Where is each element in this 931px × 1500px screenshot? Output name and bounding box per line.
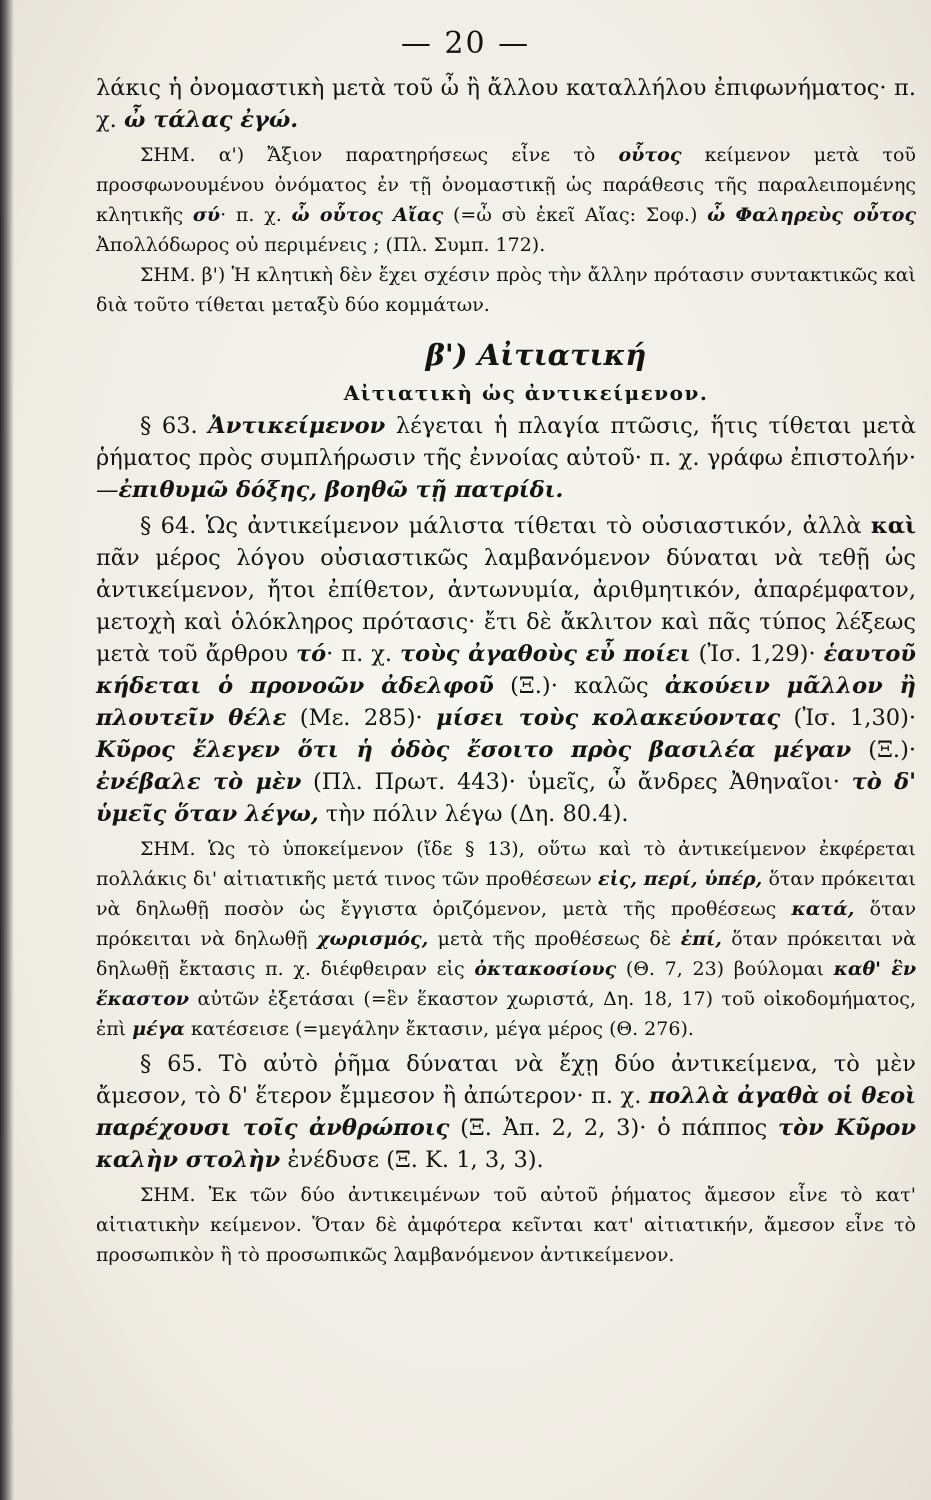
example-phrase: μίσει τοὺς κολακεύοντας [436,705,781,731]
subsection-heading: Αἰτιατικὴ ὡς ἀντικείμενον. [343,381,709,405]
text-span: (Ξ. Ἀπ. 2, 2, 3)· ὁ πάππος [449,1115,779,1141]
text-span: μετὰ τῆς προθέσεως δὲ [428,928,681,950]
text-span: · π. χ. [326,641,401,667]
example-phrase: ἐπί, [680,928,722,950]
example-phrase: κατά, [791,898,855,920]
text-span: · π. χ. [220,204,292,226]
example-phrase: Κῦρος ἔλεγεν ὅτι ἡ ὁδὸς ἔσοιτο πρὸς βασιλέα μέγαν [96,737,852,763]
note-label: ΣΗΜ. β') [140,264,226,286]
text-span: Ἡ κλητικὴ δὲν ἔχει σχέσιν πρὸς τὴν ἄλλην πρότασιν συντακτικῶς καὶ διὰ τοῦτο τίθεται μεταξὺ δύο κομμάτων. [96,264,916,316]
page-number: — 20 — [400,26,531,61]
text-span: ἐνέδυσε (Ξ. Κ. 1, 3, 3). [280,1147,544,1173]
section-heading: β') Αἰτιατική [425,338,647,372]
example-phrase: ἑαυτοῦ κήδεται ὁ προνοῶν ἀδελφοῦ [96,641,916,699]
example-phrase: τὸ δ' ὑμεῖς ὅταν λέγω, [96,769,916,827]
text-span: Ἄξιον παρατηρήσεως εἶνε τὸ [244,144,619,166]
page-content [96,72,916,1270]
example-phrase: ἐπιθυμῶ δόξης, βοηθῶ τῇ πατρίδι. [118,477,564,503]
example-phrase: χωρισμός, [317,928,429,950]
example-phrase: οὗτος [618,144,682,166]
example-phrase: ὦ οὗτος Αἴας [291,204,444,226]
text-span: (Ἰσ. 1,30)· [780,705,916,731]
example-phrase: ἀκούειν μᾶλλον ἢ πλουτεῖν θέλε [96,673,916,731]
text-span: ΣΗΜ. Ὡς τὸ ὑποκείμενον (ἴδε § 13), οὕτω καὶ τὸ ἀντικείμενον ἐκφέρεται πολλάκις δι' αἰτιατικῆς μετά τινος τῶν προθέσεων [96,838,916,890]
text-span: § 64. Ὡς ἀντικείμενον μάλιστα τίθεται τὸ οὐσιαστικόν, ἀλλὰ [140,513,871,539]
example-phrase: εἰς, περί, ὑπέρ, [598,868,763,890]
example-phrase: σύ [192,204,221,226]
note-double-object [96,1180,916,1270]
text-span: τὴν πόλιν λέγω (Δη. 80.4). [318,801,629,827]
example-phrase: τοὺς ἀγαθοὺς εὖ ποίει [400,641,691,667]
text-span: § 65. Τὸ αὐτὸ ῥῆμα δύναται νὰ ἔχῃ δύο ἀντικείμενα, τὸ μὲν ἄμεσον, τὸ δ' ἕτερον ἔμμεσον ἢ ἀπώτερον· π. χ. [96,1051,916,1109]
page-shadow-edge [0,0,14,1500]
text-span: πᾶν μέρος λόγου οὐσιαστικῶς λαμβανόμενον δύναται νὰ τεθῇ ὡς ἀντικείμενον, ἤτοι ἐπίθετον, ἀντωνυμία, ἀριθμητικόν, ἀπαρέμφατον, μετοχὴ καὶ ὁλόκληρος πρότασις· ἔτι δὲ ἄκλιτον καὶ πᾶς τύπος λέξεως μετὰ τοῦ ἄρθρου [96,545,916,667]
example-phrase: πολλὰ ἀγαθὰ οἱ θεοὶ παρέχουσι τοῖς ἀνθρώποις [96,1083,917,1141]
paragraph-63 [96,410,916,506]
example-phrase: τὸν Κῦρον καλὴν στολὴν [96,1115,917,1173]
text-span: ὅταν πρόκειται νὰ δηλωθῇ [96,898,916,950]
text-span: Ἀπολλόδωρος οὐ περιμένεις ; (Πλ. Συμπ. 172). [96,234,546,256]
text-span: (Ἰσ. 1,29)· [690,641,824,667]
text-span: (Ξ.)· [851,737,916,763]
example-phrase: ὦ Φαληρεὺς οὗτος [707,204,917,226]
note-a [96,140,916,260]
note-prepositions [96,834,916,1044]
note-label: ΣΗΜ. α') [140,144,245,166]
section-number: § 63. [140,413,209,439]
example-phrase: ὦ τάλας ἐγώ. [123,107,299,133]
text-span: αὐτῶν ἐξετάσαι (=ἓν ἕκαστον χωριστά, Δη. 18, 17) τοῦ οἰκοδομήματος, ἐπὶ [96,988,916,1040]
example-phrase: ἐνέβαλε τὸ μὲν [96,769,302,795]
note-b [96,260,916,320]
example-phrase: μέγα [132,1018,185,1040]
text-span: λάκις ἡ ὀνομαστικὴ μετὰ τοῦ ὦ ἢ ἄλλου καταλλήλου ἐπιφωνήματος· π. χ. [96,75,916,133]
text-span: λέγεται ἡ πλαγία πτῶσις, ἥτις τίθεται μετὰ ῥήματος πρὸς συμπλήρωσιν τῆς ἐννοίας αὐτοῦ· π. χ. γράφω ἐπιστολήν·— [96,413,916,503]
example-phrase: ὀκτακοσίους [474,958,617,980]
text-bold: καὶ [870,513,916,539]
text-span: (=ὦ σὺ ἐκεῖ Αἴας: Σοφ.) [443,204,708,226]
text-span: κείμενον μετὰ τοῦ προσφωνουμένου ὀνόματος ἐν τῇ ὀνομαστικῇ ὡς παράθεσις τῆς παραλειπομένης κλητικῆς [96,144,916,226]
text-span: (Θ. 7, 23) βούλομαι [616,958,834,980]
example-phrase: καθ' ἓν ἕκαστον [96,958,917,1010]
text-span: (Με. 285)· [286,705,437,731]
defined-term: Ἀντικείμενον [208,413,386,439]
text-span: ΣΗΜ. Ἐκ τῶν δύο ἀντικειμένων τοῦ αὐτοῦ ῥήματος ἄμεσον εἶνε τὸ κατ' αἰτιατικὴν κείμενον. Ὅταν δὲ ἀμφότερα κεῖνται κατ' αἰτιατικήν, ἄμεσον εἶνε τὸ προσωπικὸν ἢ τὸ προσωπικῶς λαμβανόμενον ἀντικείμενον. [96,1184,916,1266]
text-span: ὅταν πρόκειται νὰ δηλωθῇ ἔκτασις π. χ. διέφθειραν εἰς [96,928,916,980]
paragraph-vocative-end [96,72,916,136]
paragraph-65 [96,1048,916,1176]
paragraph-64 [96,510,916,830]
text-span: κατέσεισε (=μεγάλην ἔκτασιν, μέγα μέρος (Θ. 276). [184,1018,694,1040]
text-span: (Ξ.)· καλῶς [493,673,665,699]
example-phrase: τό [296,641,327,667]
text-span: (Πλ. Πρωτ. 443)· ὑμεῖς, ὦ ἄνδρες Ἀθηναῖοι· [301,769,852,795]
text-span: ὅταν πρόκειται νὰ δηλωθῇ ποσὸν ὡς ἔγγιστα ὁριζόμενον, μετὰ τῆς προθέσεως [96,868,917,920]
